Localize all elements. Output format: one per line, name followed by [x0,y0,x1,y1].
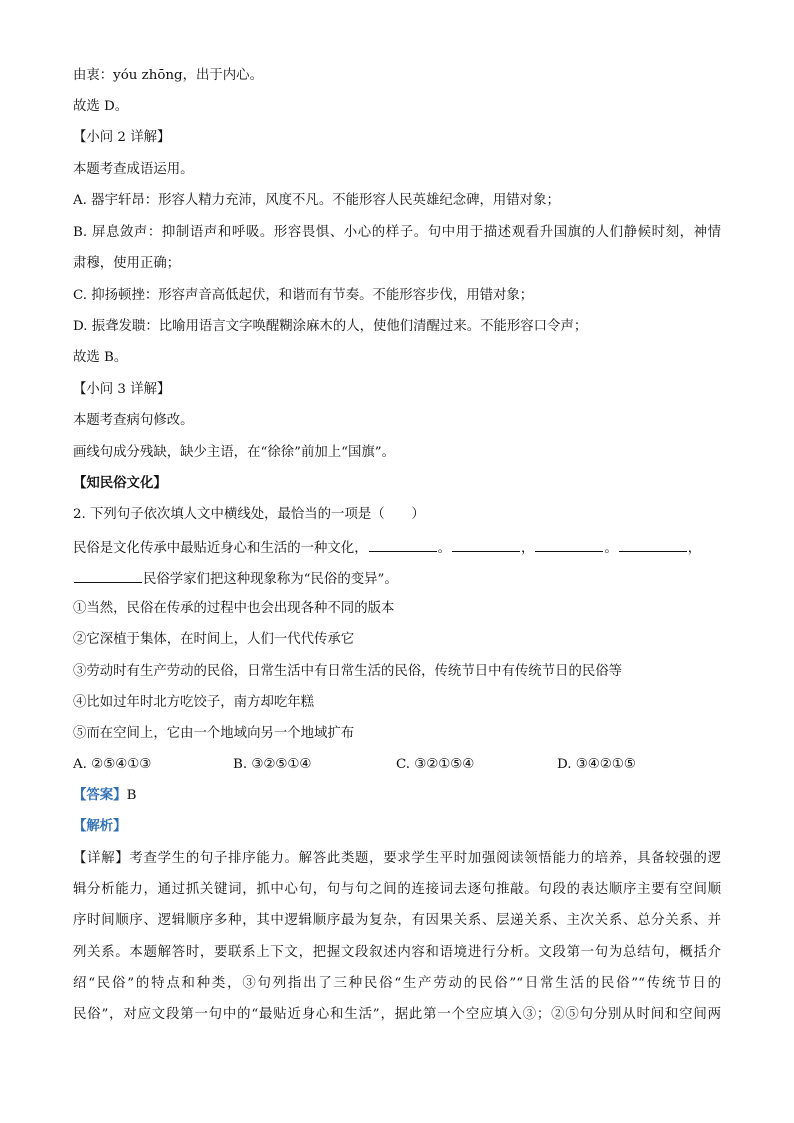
passage-text: 民俗学家们把这种现象称为“民俗的变异”。 [143,572,398,587]
punctuation: ， [520,541,535,556]
passage-line [73,568,398,590]
fill-blank [535,537,603,552]
text-line: 由衷：yóu zhōng，出于内心。 [73,68,263,83]
analysis-line: 绍“民俗”的特点和种类，③句列指出了三种民俗“生产劳动的民俗”“日常生活的民俗”“传统节日的 [73,976,721,991]
analysis-line [73,849,721,869]
punctuation: 。 [604,541,618,556]
fill-blank [619,537,687,552]
punctuation: ， [687,541,702,556]
text-line: 本题考查病句修改。 [73,413,194,428]
choice-c: C. ③②①⑤④ [396,757,475,772]
section-heading: 【小问 3 详解】 [73,382,171,397]
text-line: 故选 B。 [73,350,128,365]
fill-blank [74,568,142,583]
text-line: 故选 D。 [73,99,129,114]
choice-b: B. ③②⑤①④ [233,757,312,772]
passage-line [73,537,701,559]
sentence-item: ④比如过年时北方吃饺子，南方却吃年糕 [73,695,315,710]
analysis-line: 序时间顺序、逻辑顺序多种，其中逻辑顺序最为复杂，有因果关系、层递关系、主次关系、总分关系、并 [73,913,721,928]
punctuation: 。 [437,541,451,556]
choice-d: D. ③④②①⑤ [557,757,636,772]
text-line: 画线句成分残缺，缺少主语，在“徐徐”前加上“国旗”。 [73,445,395,460]
text-line: 肃穆，使用正确； [73,256,181,271]
option-explanation: A. 器宇轩昂：形容人精力充沛，风度不凡。不能形容人民英雄纪念碑，用错对象； [73,193,560,208]
answer-label: 【答案】 [73,788,127,803]
analysis-label: 【解析】 [73,819,127,834]
sentence-item: ①当然，民俗在传承的过程中也会出现各种不同的版本 [73,601,395,616]
answer-line [73,786,136,806]
passage-text: 民俗是文化传承中最贴近身心和生活的一种文化， [73,541,368,556]
option-explanation: C. 抑扬顿挫：形容声音高低起伏，和谐而有节奏。不能形容步伐，用错对象； [73,288,534,303]
option-explanation: D. 振聋发聩：比喻用语言文字唤醒糊涂麻木的人，使他们清醒过来。不能形容口令声； [73,319,588,334]
sentence-item: ③劳动时有生产劳动的民俗，日常生活中有日常生活的民俗，传统节日中有传统节日的民俗等 [73,664,623,679]
analysis-line: 民俗”，对应文段第一句中的“最贴近身心和生活”，据此第一个空应填入③；②⑤句分别从时间和空间两 [73,1007,721,1022]
analysis-line: 辑分析能力，通过抓关键词，抓中心句，句与句之间的连接词去逐句推敲。句段的表达顺序主要有空间顺 [73,882,721,897]
detail-label: 【详解】 [73,851,130,866]
section-heading: 【小问 2 详解】 [73,130,171,145]
fill-blank [452,537,520,552]
sentence-item: ⑤而在空间上，它由一个地域向另一个地域扩布 [73,726,355,741]
text-line: 本题考查成语运用。 [73,162,194,177]
section-title: 【知民俗文化】 [73,476,167,491]
question-stem: 2. 下列句子依次填人文中横线处，最恰当的一项是（ ） [73,507,425,522]
answer-value: B [126,788,137,803]
analysis-line: 列关系。本题解答时，要联系上下文，把握文段叙述内容和语境进行分析。文段第一句为总结句，概括介 [73,945,721,960]
choice-a: A. ②⑤④①③ [73,757,152,772]
sentence-item: ②它深植于集体，在时间上，人们一代代传承它 [73,632,355,647]
analysis-text: 考查学生的句子排序能力。解答此类题，要求学生平时加强阅读领悟能力的培养，具备较强的逻 [129,851,722,866]
option-explanation: B. 屏息敛声：抑制语声和呼吸。形容畏惧、小心的样子。句中用于描述观看升国旗的人们静候时刻，神情 [73,225,721,240]
fill-blank [369,537,437,552]
